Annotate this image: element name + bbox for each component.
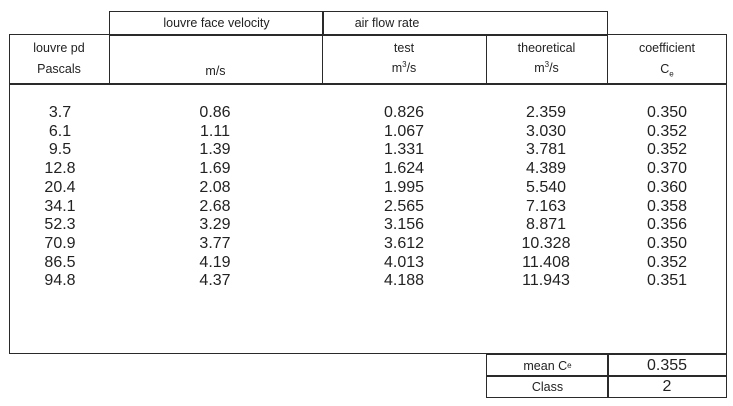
header-pd-line2: Pascals	[37, 62, 81, 76]
test-flow-cell: 4.013	[383, 253, 425, 271]
coefficient-cell: 0.350	[646, 104, 688, 121]
test-flow-cell: 1.995	[383, 178, 425, 196]
theoretical-flow-cell: 3.781	[525, 141, 567, 159]
header-coefficient-line1: coefficient	[638, 41, 696, 55]
coefficient-cell: 0.352	[646, 141, 688, 159]
header-theoretical-unit: $m^3/s$	[534, 60, 559, 76]
louvre-pd-cell: 9.5	[48, 141, 72, 159]
face-velocity-cell: 3.29	[199, 216, 231, 234]
louvre-pd-cell: 20.4	[44, 178, 76, 196]
coefficient-cell: 0.352	[646, 122, 688, 140]
mean-value: 0.355	[646, 356, 688, 374]
theoretical-flow-cell: 11.943	[522, 272, 570, 290]
test-flow-cell: 3.612	[383, 234, 425, 252]
theoretical-flow-cell: 11.408	[522, 253, 570, 271]
louvre-pd-cell: 70.9	[44, 234, 76, 252]
coefficient-cell: 0.370	[646, 160, 688, 178]
header-test-line1: test	[393, 41, 415, 55]
header-pd-line1: louvre pd	[33, 41, 85, 55]
louvre-pd-cell: 6.1	[48, 122, 72, 140]
test-flow-cell: 2.565	[383, 197, 425, 215]
face-velocity-cell: 2.68	[199, 197, 231, 215]
test-flow-cell: 1.067	[383, 122, 425, 140]
test-flow-cell: 1.624	[383, 160, 425, 178]
group-header-airflow-label: air flow rate	[354, 16, 420, 30]
coefficient-cell: 0.350	[646, 234, 688, 252]
face-velocity-cell: 3.77	[199, 234, 231, 252]
header-velocity-unit: m/s	[205, 64, 226, 78]
theoretical-flow-cell: 8.871	[525, 216, 567, 234]
face-velocity-cell: 0.86	[199, 104, 231, 121]
header-test-unit: $m^3/s$	[391, 60, 417, 76]
mean-label: mean C e	[523, 358, 572, 373]
face-velocity-cell: 1.39	[199, 141, 231, 159]
face-velocity-cell: 2.08	[199, 178, 231, 196]
face-velocity-cell: 4.37	[199, 272, 231, 290]
header-theoretical-line1: theoretical	[517, 41, 576, 55]
test-flow-cell: 1.331	[383, 141, 425, 159]
coefficient-cell: 0.360	[646, 178, 688, 196]
coefficient-cell: 0.351	[646, 272, 688, 290]
louvre-pd-cell: 3.7	[48, 104, 72, 121]
group-header-velocity-label: louvre face velocity	[163, 16, 270, 30]
header-coefficient-symbol: $C_e$	[660, 62, 674, 79]
louvre-pd-cell: 86.5	[44, 253, 76, 271]
theoretical-flow-cell: 3.030	[525, 122, 567, 140]
face-velocity-cell: 4.19	[199, 253, 231, 271]
louvre-pd-cell: 52.3	[44, 216, 76, 234]
louvre-pd-cell: 94.8	[44, 272, 76, 290]
theoretical-flow-cell: 5.540	[525, 178, 567, 196]
louvre-pd-cell: 12.8	[44, 160, 76, 178]
coefficient-cell: 0.352	[646, 253, 688, 271]
class-value: 2	[662, 377, 672, 395]
face-velocity-cell: 1.11	[200, 122, 230, 140]
coefficient-cell: 0.356	[646, 216, 688, 234]
class-label: Class	[531, 379, 564, 394]
theoretical-flow-cell: 4.389	[525, 160, 567, 178]
face-velocity-cell: 1.69	[199, 160, 231, 178]
coefficient-cell: 0.358	[646, 197, 688, 215]
theoretical-flow-cell: 7.163	[525, 197, 567, 215]
test-flow-cell: 4.188	[383, 272, 425, 290]
test-flow-cell: 3.156	[383, 216, 425, 234]
test-flow-cell: 0.826	[383, 104, 425, 121]
theoretical-flow-cell: 2.359	[525, 104, 567, 121]
louvre-pd-cell: 34.1	[44, 197, 76, 215]
theoretical-flow-cell: 10.328	[521, 234, 571, 252]
